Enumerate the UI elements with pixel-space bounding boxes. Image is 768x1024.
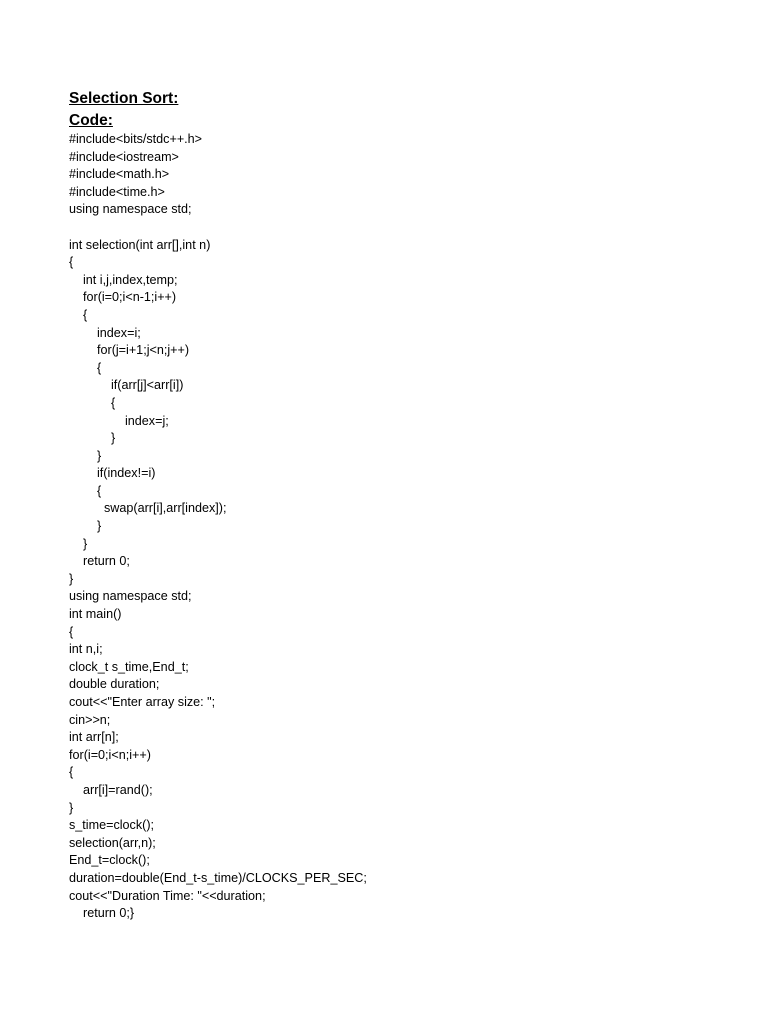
code-line: for(i=0;i<n;i++) xyxy=(69,747,151,762)
code-line xyxy=(69,219,367,237)
code-line: cout<<"Duration Time: "<<duration; xyxy=(69,888,266,903)
code-line: } xyxy=(69,448,102,463)
code-line: #include<bits/stdc++.h> xyxy=(69,132,203,146)
code-line: using namespace std; xyxy=(69,589,192,604)
code-line: using namespace std; xyxy=(69,202,192,217)
code-line: cin>>n; xyxy=(69,712,111,727)
code-line: swap(arr[i],arr[index]); xyxy=(69,501,227,516)
code-line: #include<time.h> xyxy=(69,184,165,199)
document-title: Selection Sort: xyxy=(69,90,179,107)
code-line: duration=double(End_t-s_time)/CLOCKS_PER_SEC; xyxy=(69,870,367,885)
code-line: clock_t s_time,End_t; xyxy=(69,659,189,674)
code-line: #include<math.h> xyxy=(69,167,170,182)
code-line: } xyxy=(69,431,116,446)
code-line: { xyxy=(69,624,74,639)
code-line: int i,j,index,temp; xyxy=(69,272,178,287)
code-line: End_t=clock(); xyxy=(69,853,150,868)
code-heading: Code: xyxy=(69,112,113,129)
code-line: cout<<"Enter array size: "; xyxy=(69,695,216,709)
code-line: return 0; xyxy=(69,554,130,569)
code-line: { xyxy=(69,483,102,498)
code-line: double duration; xyxy=(69,677,160,692)
code-line: arr[i]=rand(); xyxy=(69,782,153,797)
code-line: s_time=clock(); xyxy=(69,818,155,833)
code-line: return 0;} xyxy=(69,906,135,921)
code-line: index=j; xyxy=(69,413,169,428)
code-line: selection(arr,n); xyxy=(69,835,156,850)
code-line: #include<iostream> xyxy=(69,149,179,164)
code-line: if(index!=i) xyxy=(69,466,156,481)
code-line: } xyxy=(69,519,102,534)
code-line: } xyxy=(69,571,74,586)
code-line: { xyxy=(69,765,74,780)
code-line: } xyxy=(69,536,88,551)
code-line: index=i; xyxy=(69,325,141,340)
code-line: int arr[n]; xyxy=(69,730,119,745)
code-line: int n,i; xyxy=(69,642,103,657)
code-line: for(i=0;i<n-1;i++) xyxy=(69,290,177,305)
code-line: { xyxy=(69,255,74,270)
code-line: int selection(int arr[],int n) xyxy=(69,237,211,252)
code-line: if(arr[j]<arr[i]) xyxy=(69,378,184,393)
code-line: } xyxy=(69,800,74,815)
code-line: int main() xyxy=(69,607,122,622)
code-line: for(j=i+1;j<n;j++) xyxy=(69,343,190,358)
code-line: { xyxy=(69,307,88,322)
code-line: { xyxy=(69,360,102,375)
code-block xyxy=(69,131,367,923)
code-line: { xyxy=(69,395,116,410)
